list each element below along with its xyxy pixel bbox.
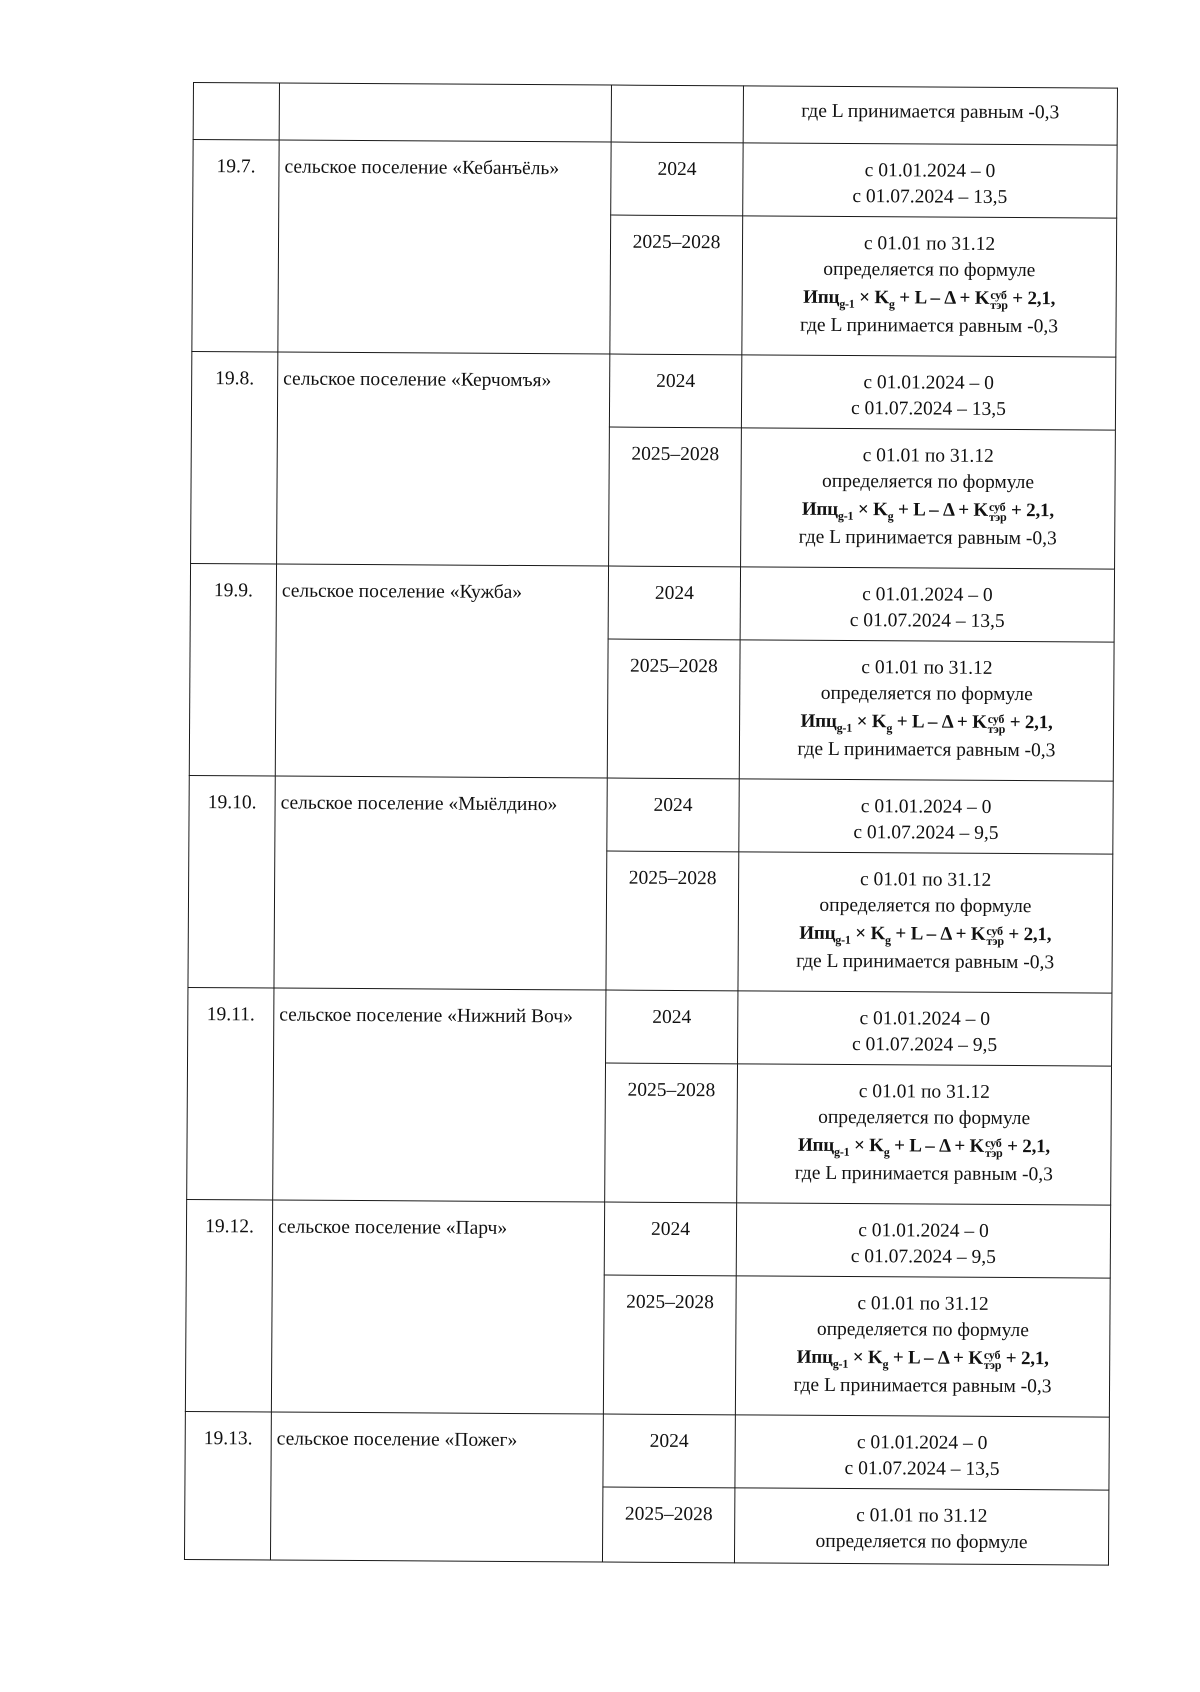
value-line: определяется по формуле bbox=[819, 894, 1032, 918]
cell-period-year: 2025–2028 bbox=[610, 215, 743, 355]
formula-base-sub: g-1 bbox=[837, 508, 854, 523]
value-line: с 01.07.2024 – 9,5 bbox=[851, 1034, 998, 1056]
value-line-note: где L принимается равным -0,3 bbox=[797, 738, 1056, 762]
formula-k2-sup: суб bbox=[986, 923, 1003, 938]
value-line: с 01.01 по 31.12 bbox=[858, 1081, 991, 1103]
formula-k-sub: g bbox=[888, 297, 895, 312]
cell-period-value bbox=[741, 428, 1116, 569]
value-line: с 01.01 по 31.12 bbox=[863, 233, 996, 255]
cell-period-year: 2025–2028 bbox=[609, 427, 742, 567]
formula-k2-sup: суб bbox=[987, 711, 1005, 726]
cell-item-number: 19.10. bbox=[188, 775, 275, 988]
formula-times: × K bbox=[849, 1135, 884, 1157]
value-line: с 01.01.2024 – 0 bbox=[860, 796, 992, 818]
cell-settlement-name: сельское поселение «Кебанъёль» bbox=[278, 140, 611, 354]
table-row-continuation bbox=[193, 83, 1117, 146]
formula-rest: + L – Δ + K bbox=[892, 711, 987, 733]
formula-base: Ипц bbox=[800, 710, 837, 732]
cell-period-year: 2024 bbox=[611, 142, 743, 216]
formula-base: Ипц bbox=[803, 286, 840, 308]
value-line-note: где L принимается равным -0,3 bbox=[796, 950, 1055, 974]
formula-k2-index bbox=[986, 923, 1004, 948]
formula-base: Ипц bbox=[796, 1346, 833, 1368]
formula bbox=[737, 1130, 1110, 1162]
value-line-note: где L принимается равным -0,3 bbox=[798, 526, 1057, 550]
value-line: с 01.01.2024 – 0 bbox=[858, 1220, 989, 1242]
formula-k-sub: g bbox=[883, 1145, 890, 1160]
cell-period-year: 2025–2028 bbox=[602, 1487, 734, 1563]
value-line: с 01.01.2024 – 0 bbox=[859, 1008, 991, 1030]
table-row bbox=[185, 1411, 1109, 1490]
formula-k-sub: g bbox=[882, 1357, 889, 1372]
formula-tail: + 2,1, bbox=[1006, 499, 1054, 522]
value-line: с 01.01.2024 – 0 bbox=[856, 1432, 988, 1454]
formula-base: Ипц bbox=[797, 1134, 835, 1156]
value-line: с 01.07.2024 – 13,5 bbox=[844, 1458, 1000, 1480]
value-line: с 01.01.2024 – 0 bbox=[862, 584, 993, 606]
cell-period-value bbox=[734, 1488, 1108, 1565]
value-line: с 01.01.2024 – 0 bbox=[863, 372, 995, 394]
formula-k2-index bbox=[990, 287, 1008, 312]
table-row bbox=[190, 563, 1114, 642]
cell-num-empty bbox=[193, 83, 279, 141]
formula-k2-index bbox=[983, 1347, 1002, 1372]
cell-period-value bbox=[738, 991, 1112, 1066]
value-line: определяется по формуле bbox=[816, 1318, 1029, 1342]
formula-tail: + 2,1, bbox=[1002, 1135, 1051, 1158]
formula-rest: + L – Δ + K bbox=[893, 499, 989, 521]
formula-base-sub: g-1 bbox=[836, 720, 853, 735]
value-line: с 01.07.2024 – 9,5 bbox=[850, 1246, 996, 1268]
cell-value-continuation bbox=[743, 86, 1117, 145]
cell-period-value bbox=[736, 1203, 1110, 1278]
cell-settlement-name: сельское поселение «Нижний Воч» bbox=[273, 988, 606, 1202]
formula-k2-sub: тэр bbox=[990, 297, 1008, 312]
formula-k2-sup: суб bbox=[990, 287, 1007, 302]
cell-item-number: 19.12. bbox=[185, 1199, 272, 1412]
tariff-table bbox=[184, 82, 1118, 1566]
cell-period-year: 2025–2028 bbox=[607, 639, 740, 779]
formula-base: Ипц bbox=[801, 498, 839, 520]
formula-k2-index bbox=[985, 1135, 1003, 1160]
value-line: с 01.01 по 31.12 bbox=[862, 445, 994, 467]
formula-times: × K bbox=[853, 499, 888, 521]
cell-settlement-name: сельское поселение «Мыёлдино» bbox=[274, 776, 607, 990]
cell-period-value bbox=[740, 567, 1114, 642]
formula-rest: + L – Δ + K bbox=[888, 1347, 983, 1369]
formula bbox=[743, 282, 1116, 314]
cell-settlement-name: сельское поселение «Пожег» bbox=[270, 1412, 603, 1562]
formula-k2-sup: суб bbox=[985, 1135, 1002, 1150]
formula-tail: + 2,1, bbox=[1007, 287, 1056, 310]
cell-period-year: 2024 bbox=[607, 778, 739, 852]
formula-k2-sup: суб bbox=[989, 499, 1006, 514]
value-line: с 01.01 по 31.12 bbox=[859, 869, 992, 891]
table-row bbox=[186, 1199, 1110, 1278]
tariff-table-body bbox=[184, 83, 1117, 1566]
formula bbox=[740, 706, 1113, 738]
cell-period-year: 2024 bbox=[608, 566, 740, 640]
formula-k2-sub: тэр bbox=[988, 509, 1007, 524]
formula-base-sub: g-1 bbox=[833, 1144, 850, 1159]
cell-period-year: 2024 bbox=[606, 990, 738, 1064]
cell-item-number: 19.13. bbox=[184, 1411, 271, 1560]
formula-base-sub: g-1 bbox=[832, 1356, 849, 1371]
formula-times: × K bbox=[848, 1347, 883, 1369]
formula-tail: + 2,1, bbox=[1003, 923, 1052, 946]
value-line: с 01.01.2024 – 0 bbox=[864, 160, 996, 182]
formula-k2-sub: тэр bbox=[987, 721, 1006, 736]
formula-k2-sub: тэр bbox=[985, 1145, 1003, 1160]
formula bbox=[741, 494, 1114, 526]
formula-k2-sup: суб bbox=[983, 1347, 1001, 1362]
table-row bbox=[191, 351, 1115, 430]
cell-period-year: 2024 bbox=[609, 354, 741, 428]
formula-k-sub: g bbox=[885, 933, 891, 948]
formula-times: × K bbox=[854, 287, 890, 309]
formula-k-sub: g bbox=[886, 721, 893, 736]
formula-times: × K bbox=[852, 711, 887, 733]
formula-k2-sub: тэр bbox=[983, 1357, 1002, 1372]
cell-year-empty bbox=[611, 85, 743, 143]
value-line: где L принимается равным -0,3 bbox=[801, 100, 1060, 124]
value-line: с 01.07.2024 – 13,5 bbox=[851, 398, 1007, 420]
value-line: с 01.01 по 31.12 bbox=[857, 1293, 989, 1315]
cell-period-value bbox=[735, 1415, 1109, 1490]
formula bbox=[736, 1342, 1109, 1374]
cell-period-value bbox=[741, 355, 1115, 430]
value-line: определяется по формуле bbox=[820, 682, 1033, 706]
value-line: с 01.07.2024 – 13,5 bbox=[852, 186, 1008, 208]
cell-item-number: 19.8. bbox=[191, 351, 278, 564]
table-row bbox=[188, 987, 1112, 1066]
formula-rest: + L – Δ + K bbox=[889, 1135, 985, 1157]
value-line: определяется по формуле bbox=[815, 1530, 1028, 1554]
cell-period-value bbox=[738, 852, 1113, 993]
cell-period-value bbox=[737, 1064, 1112, 1205]
value-line: с 01.01 по 31.12 bbox=[861, 657, 993, 679]
formula-base-sub: g-1 bbox=[839, 296, 855, 311]
formula-k2-sub: тэр bbox=[986, 933, 1004, 948]
value-line: с 01.01 по 31.12 bbox=[856, 1505, 988, 1527]
formula-base: Ипц bbox=[799, 922, 836, 944]
formula-rest: + L – Δ + K bbox=[890, 923, 986, 945]
formula-k-sub: g bbox=[887, 509, 894, 524]
cell-period-value bbox=[739, 640, 1114, 781]
cell-name-empty bbox=[279, 83, 611, 142]
cell-item-number: 19.11. bbox=[187, 987, 274, 1200]
cell-period-value bbox=[743, 143, 1117, 218]
formula-tail: + 2,1, bbox=[1005, 711, 1053, 734]
cell-period-year: 2025–2028 bbox=[603, 1275, 736, 1415]
formula-rest: + L – Δ + K bbox=[894, 287, 990, 309]
table-row bbox=[193, 140, 1117, 219]
cell-period-year: 2025–2028 bbox=[606, 851, 739, 991]
cell-item-number: 19.9. bbox=[189, 563, 276, 776]
cell-period-year: 2024 bbox=[603, 1414, 735, 1488]
value-line: с 01.07.2024 – 9,5 bbox=[853, 822, 999, 844]
table-row bbox=[189, 775, 1113, 854]
value-line: определяется по формуле bbox=[818, 1106, 1031, 1130]
cell-period-year: 2024 bbox=[604, 1202, 736, 1276]
value-line: определяется по формуле bbox=[821, 470, 1035, 494]
cell-period-value bbox=[735, 1276, 1110, 1417]
value-line: с 01.07.2024 – 13,5 bbox=[849, 610, 1005, 632]
formula-tail: + 2,1, bbox=[1001, 1347, 1049, 1370]
formula-base-sub: g-1 bbox=[835, 932, 851, 947]
cell-period-value bbox=[739, 779, 1113, 854]
formula-k2-index bbox=[988, 499, 1007, 524]
value-line-note: где L принимается равным -0,3 bbox=[793, 1374, 1052, 1398]
cell-period-year: 2025–2028 bbox=[605, 1063, 738, 1203]
cell-settlement-name: сельское поселение «Кужба» bbox=[275, 564, 608, 778]
formula-times: × K bbox=[850, 923, 886, 945]
cell-period-value bbox=[742, 216, 1117, 357]
cell-item-number: 19.7. bbox=[192, 140, 279, 353]
value-line-note: где L принимается равным -0,3 bbox=[794, 1162, 1053, 1186]
value-line-note: где L принимается равным -0,3 bbox=[799, 314, 1059, 338]
value-line: определяется по формуле bbox=[823, 258, 1036, 282]
cell-settlement-name: сельское поселение «Керчомъя» bbox=[277, 352, 610, 566]
formula bbox=[739, 918, 1112, 950]
formula-k2-index bbox=[987, 711, 1006, 736]
cell-settlement-name: сельское поселение «Парч» bbox=[271, 1200, 604, 1414]
